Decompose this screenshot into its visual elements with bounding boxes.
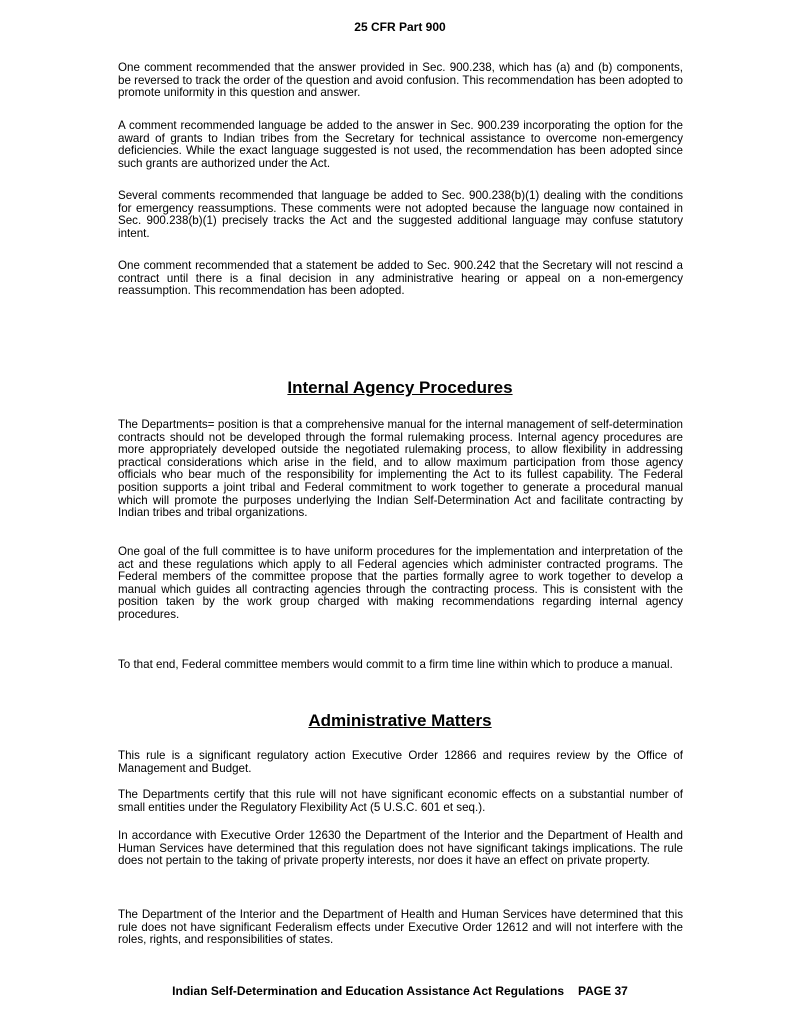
page-number: PAGE 37 [578,984,628,998]
running-header: 25 CFR Part 900 [354,20,446,34]
section-heading: Administrative Matters [308,711,492,730]
paragraph: A comment recommended language be added to the answer in Sec. 900.239 incorporating the option for the award of grants to Indian tribes from the Secretary for technical assistance to overcome non-emergency deficiencies. While the exact language suggested is not used, the recommendation has been adopted since such grants are authorized under the Act. [118,119,683,170]
paragraph: Several comments recommended that language be added to Sec. 900.238(b)(1) dealing with the conditions for emergency reassumptions. These comments were not adopted because the language now contained in Sec. 900.238(b)(1) precisely tracks the Act and the suggested additional language may confuse statutory intent. [118,189,683,240]
paragraph: One comment recommended that the answer provided in Sec. 900.238, which has (a) and (b) components, be reversed to track the order of the question and avoid confusion. This recommendation has been adopted to promote uniformity in this question and answer. [118,61,683,100]
footer-title: Indian Self-Determination and Education Assistance Act Regulations [172,984,565,998]
paragraph: The Department of the Interior and the Department of Health and Human Services have determined that this rule does not have significant Federalism effects under Executive Order 12612 and will not interfere with the roles, rights, and responsibilities of states. [118,908,683,947]
paragraph: One comment recommended that a statement be added to Sec. 900.242 that the Secretary will not rescind a contract until there is a final decision in any administrative hearing or appeal on a non-emergency reassumption. This recommendation has been adopted. [118,259,683,298]
section-heading: Internal Agency Procedures [287,378,513,397]
paragraph: To that end, Federal committee members would commit to a firm time line within which to produce a manual. [118,658,673,671]
running-footer [0,984,800,998]
paragraph: One goal of the full committee is to have uniform procedures for the implementation and interpretation of the act and these regulations which apply to all Federal agencies which administer contracted programs. The Federal members of the committee propose that the parties formally agree to work together to develop a manual which guides all contracting agencies through the contracting process. This is consistent with the position taken by the work group charged with making recommendations regarding internal agency procedures. [118,545,683,621]
paragraph: This rule is a significant regulatory action Executive Order 12866 and requires review by the Office of Management and Budget. [118,749,683,775]
paragraph: In accordance with Executive Order 12630 the Department of the Interior and the Department of Health and Human Services have determined that this regulation does not have significant takings implications. The rule does not pertain to the taking of private property interests, nor does it have an effect on private property. [118,829,683,868]
paragraph: The Departments= position is that a comprehensive manual for the internal management of self-determination contracts should not be developed through the formal rulemaking process. Internal agency procedures are more appropriately developed outside the negotiated rulemaking process, to allow flexibility in addressing practical considerations which arise in the field, and to allow maximum participation from those agency officials who bear much of the responsibility for implementing the Act to its fullest capability. The Federal position supports a joint tribal and Federal commitment to work together to generate a procedural manual which will promote the purposes underlying the Indian Self-Determination Act and facilitate contracting by Indian tribes and tribal organizations. [118,418,683,520]
paragraph: The Departments certify that this rule will not have significant economic effects on a substantial number of small entities under the Regulatory Flexibility Act (5 U.S.C. 601 et seq.). [118,788,683,814]
